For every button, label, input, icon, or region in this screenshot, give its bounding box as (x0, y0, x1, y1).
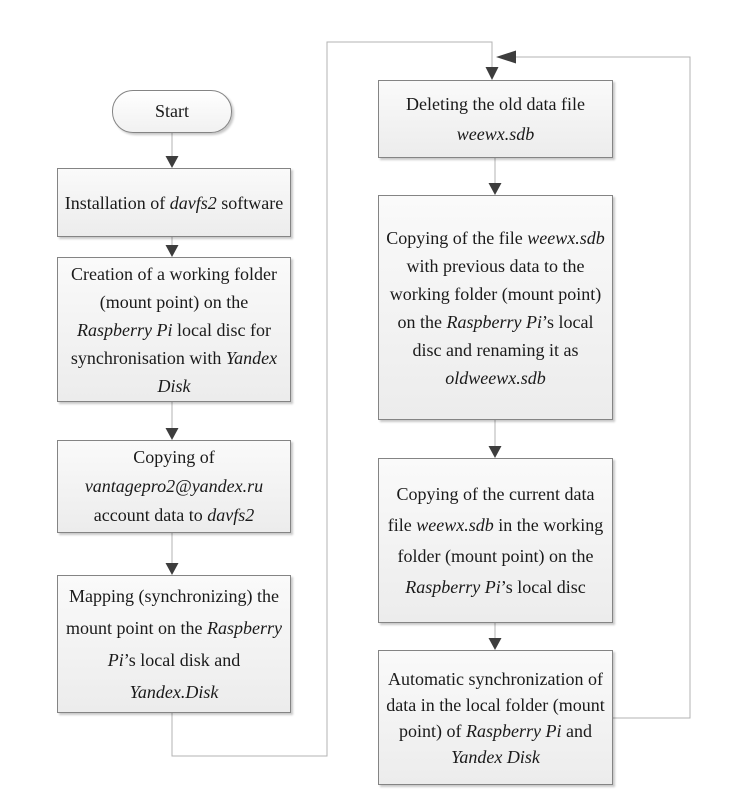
node-start (112, 90, 232, 133)
edge-copy-account-map-mount (166, 533, 179, 575)
edge-copy-previous-copy-current (489, 420, 502, 458)
node-delete-old-file (378, 80, 613, 158)
node-auto-sync-label: Automatic synchronization of data in the local folder (mount point) of Raspberry Pi and Yandex Disk (386, 668, 605, 767)
node-copy-previous-file (378, 195, 613, 420)
node-delete-old-file-label: Deleting the old data file weewx.sdb (406, 94, 585, 144)
edge-start-install (166, 133, 179, 168)
arrow-down-icon (489, 638, 502, 650)
arrow-down-icon (489, 183, 502, 195)
node-copy-account-data (57, 440, 291, 533)
node-copy-current-file (378, 458, 613, 623)
arrow-down-icon (166, 563, 179, 575)
edge-delete-old-copy-previous (489, 158, 502, 195)
arrow-down-icon (486, 67, 499, 80)
edge-install-create-folder (166, 237, 179, 257)
node-copy-current-file-label: Copying of the current data file weewx.sdb in the working folder (mount point) on the Raspberry Pi’s local disc (387, 483, 604, 597)
node-install-davfs2-label: Installation of davfs2 software (64, 192, 284, 213)
arrow-down-icon (489, 446, 502, 458)
arrow-down-icon (166, 156, 179, 168)
node-start-label: Start (155, 101, 189, 121)
arrow-down-icon (166, 428, 179, 440)
node-auto-sync (378, 650, 613, 785)
node-install-davfs2 (57, 168, 291, 237)
node-create-working-folder (57, 257, 291, 402)
node-create-working-folder-label: Creation of a working folder (mount point) on the Raspberry Pi local disc for synchronisation with Yandex Disk (70, 263, 278, 396)
node-copy-account-data-label: Copying of vantagepro2@yandex.ru account data to davfs2 (84, 447, 264, 525)
arrow-down-icon (166, 245, 179, 257)
node-copy-previous-file-label: Copying of the file weewx.sdb with previous data to the working folder (mount point) on the Raspberry Pi’s local disc and renaming it as oldweewx.sdb (386, 227, 605, 388)
node-map-mount-point (57, 575, 291, 713)
node-map-mount-point-label: Mapping (synchronizing) the mount point on the Raspberry Pi’s local disk and Yandex.Disk (66, 586, 282, 702)
arrow-left-icon (496, 51, 516, 64)
edge-copy-current-auto-sync (489, 623, 502, 650)
edge-create-folder-copy-account (166, 402, 179, 440)
